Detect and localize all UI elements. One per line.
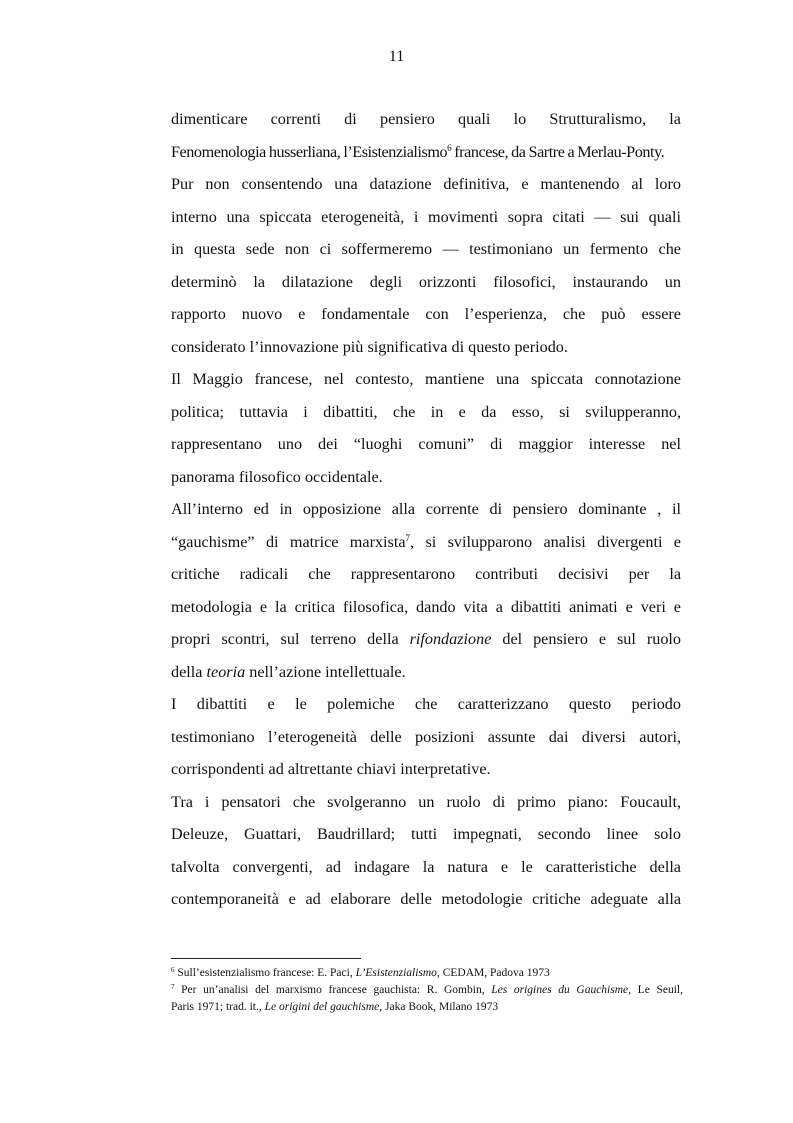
text-line: della teoria nell’azione intellettuale. [171, 662, 406, 681]
paragraph [171, 786, 681, 916]
text-line: Deleuze, Guattari, Baudrillard; tutti impegnati, secondo linee solo [171, 825, 681, 843]
text-line: Tra i pensatori che svolgeranno un ruolo di primo piano: Foucault, [171, 792, 681, 811]
text-line: All’interno ed in opposizione alla corrente di pensiero dominante , il [171, 500, 681, 518]
text-line: metodologia e la critica filosofica, dando vita a dibattiti animati e veri e [171, 597, 681, 616]
footnote-title: Les origines du Gauchisme, [491, 984, 632, 996]
text-line: I dibattiti e le polemiche che caratterizzano questo periodo [171, 695, 681, 713]
text-line: propri scontri, sul terreno della rifondazione del pensiero e sul ruolo [171, 630, 681, 648]
text-line: Il Maggio francese, nel contesto, mantiene una spiccata connotazione [171, 370, 681, 388]
text-line: testimoniano l’eterogeneità delle posizioni assunte dai diversi autori, [171, 727, 681, 746]
page-number: 11 [388, 48, 405, 65]
text-line: talvolta convergenti, ad indagare la natura e le caratteristiche della [171, 857, 681, 876]
text-line: in questa sede non ci soffermeremo — testimoniano un fermento che [171, 240, 681, 258]
footnote-ref: 7 [405, 532, 411, 543]
text-line: corrispondenti ad altrettante chiavi interpretative. [171, 760, 491, 778]
footnote-title: Le origini del gauchisme, [264, 1001, 383, 1013]
text-line: Pur non consentendo una datazione definitiva, e mantenendo al loro [171, 175, 681, 193]
footnote-number: 7 [171, 983, 175, 991]
footnote-title: L’Esistenzialismo, [355, 967, 440, 979]
footnote-continuation: Paris 1971; trad. it., Le origini del gauchisme, Jaka Book, Milano 1973 [171, 1001, 499, 1013]
body-text [171, 103, 681, 916]
text-line: contemporaneità e ad elaborare delle metodologie critiche adeguate alla [171, 890, 681, 908]
paragraph [171, 103, 681, 168]
text-line: dimenticare correnti di pensiero quali lo Strutturalismo, la [171, 110, 681, 128]
footnote: $^6$ Sull’esistenzialismo francese: E. Paci, L’Esistenzialismo, CEDAM, Padova 1973 [171, 966, 550, 979]
text-line: rappresentano uno dei “luoghi comuni” di maggior interesse nel [171, 435, 681, 453]
footnote-number: 6 [171, 966, 175, 974]
footnotes [171, 965, 683, 1016]
text-line: Fenomenologia husserliana, l’Esistenzialismo$^6$ francese, da Sartre a Merlau-Ponty. [171, 142, 665, 161]
emphasis: teoria [206, 662, 246, 681]
text-line: critiche radicali che rappresentarono contributi decisivi per la [171, 565, 681, 583]
paragraph [171, 168, 681, 363]
text-line: considerato l’innovazione più significativa di questo periodo. [171, 337, 568, 356]
paragraph [171, 688, 681, 786]
text-line: interno una spiccata eterogeneità, i movimenti sopra citati — sui quali [171, 207, 681, 226]
emphasis: rifondazione [409, 630, 492, 648]
text-line: politica; tuttavia i dibattiti, che in e da esso, si svilupperanno, [171, 402, 681, 421]
footnote: $^7$ Per un’analisi del marxismo francese gauchista: R. Gombin, Les origines du Gauchisme, Le Seuil, [171, 983, 683, 996]
text-line: panorama filosofico occidentale. [171, 467, 383, 486]
footnote-divider [171, 958, 361, 959]
footnote-ref: 6 [447, 142, 452, 153]
text-line: rapporto nuovo e fondamentale con l’esperienza, che può essere [171, 305, 681, 323]
text-line: determinò la dilatazione degli orizzonti filosofici, instaurando un [171, 272, 681, 291]
paragraph [171, 363, 681, 493]
text-line: “gauchisme” di matrice marxista$^7$, si svilupparono analisi divergenti e [171, 532, 681, 551]
paragraph [171, 493, 681, 688]
